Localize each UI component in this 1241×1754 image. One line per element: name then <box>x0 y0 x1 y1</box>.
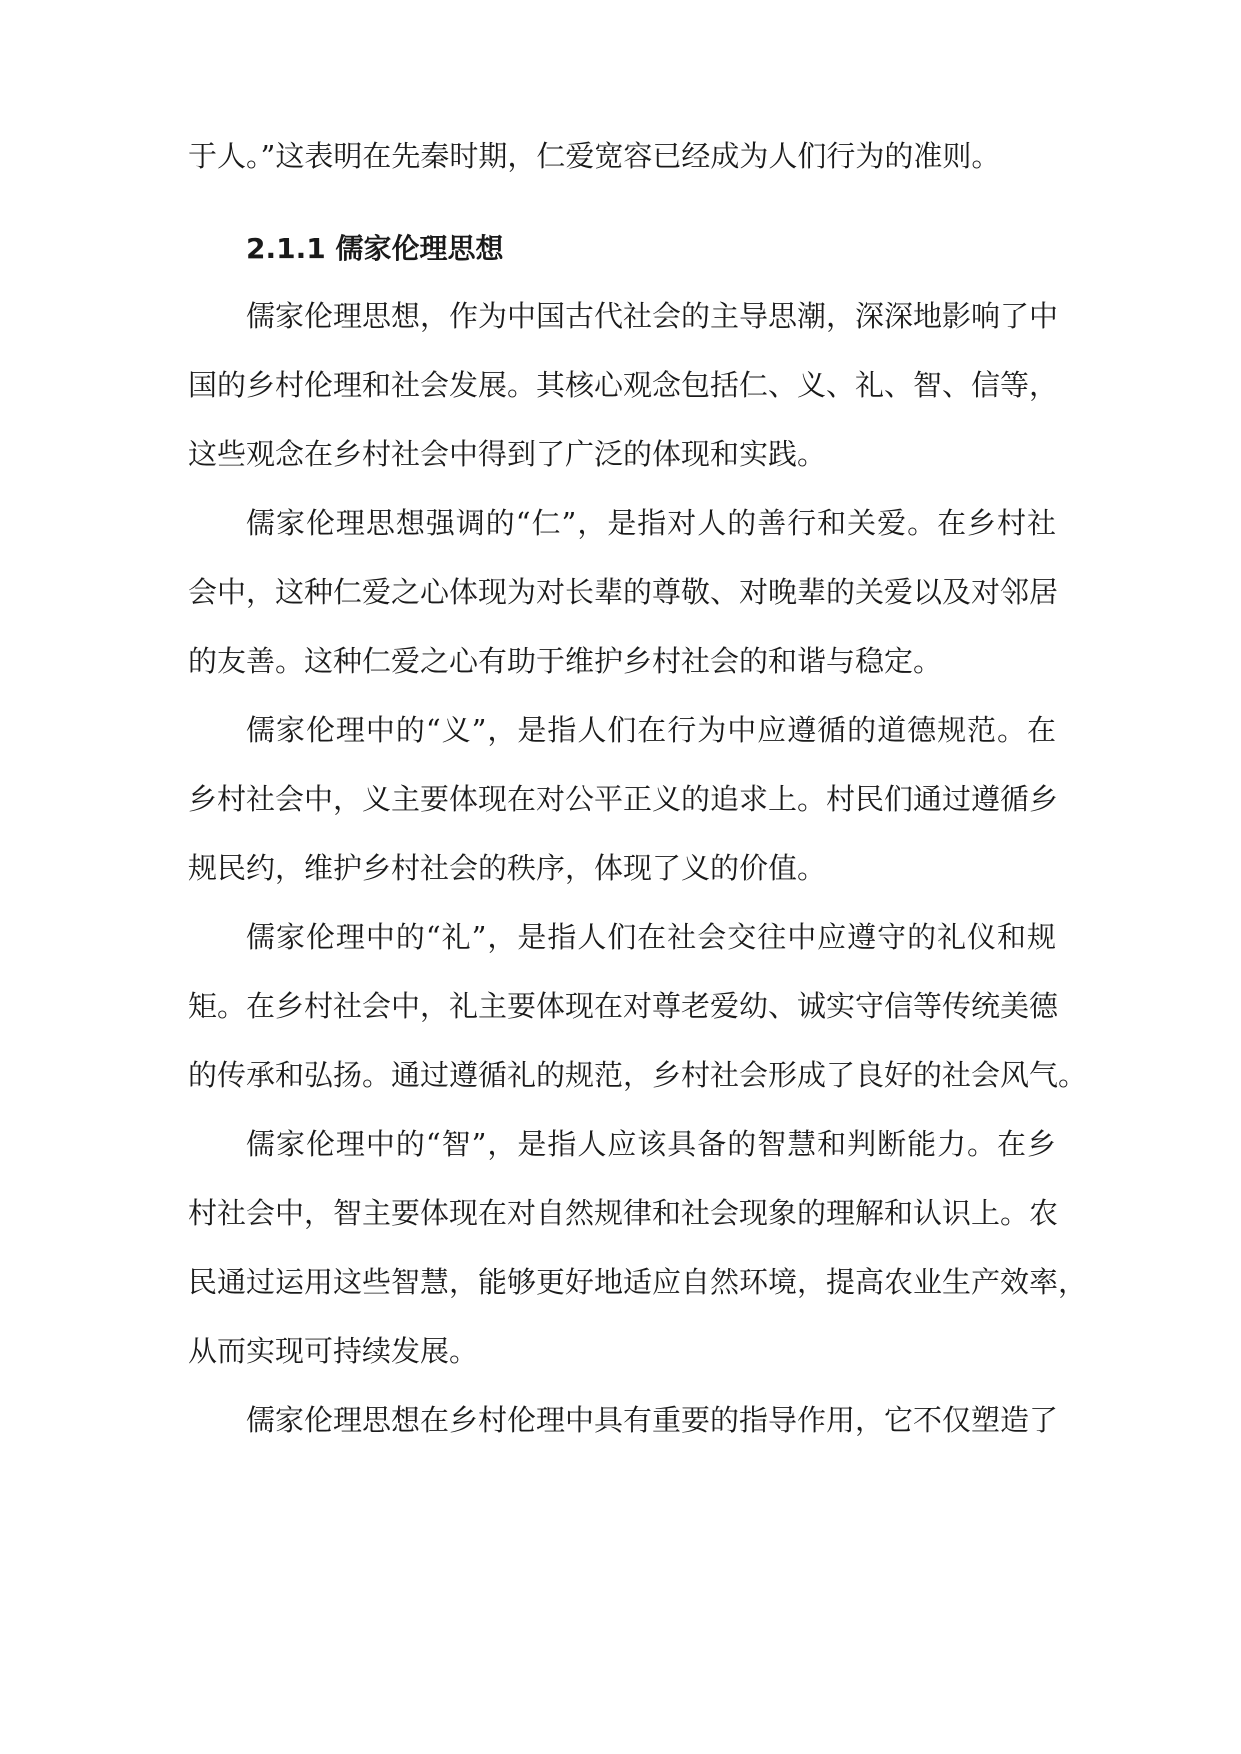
text-line: 儒家伦理中的“智”，是指人应该具备的智慧和判断能力。在乡 <box>246 1127 1056 1161</box>
text-line: 这些观念在乡村社会中得到了广泛的体现和实践。 <box>188 437 827 471</box>
text-line: 儒家伦理思想，作为中国古代社会的主导思潮，深深地影响了中 <box>246 299 1059 333</box>
text-line: 矩。在乡村社会中，礼主要体现在对尊老爱幼、诚实守信等传统美德 <box>188 989 1059 1023</box>
text-line: 村社会中，智主要体现在对自然规律和社会现象的理解和认识上。农 <box>188 1196 1059 1230</box>
section-heading: 2.1.1 儒家伦理思想 <box>246 232 504 265</box>
text-line: 民通过运用这些智慧，能够更好地适应自然环境，提高农业生产效率， <box>188 1265 1088 1299</box>
text-line: 乡村社会中，义主要体现在对公平正义的追求上。村民们通过遵循乡 <box>188 782 1059 816</box>
text-line: 国的乡村伦理和社会发展。其核心观念包括仁、义、礼、智、信等， <box>188 368 1059 402</box>
text-line: 于人。”这表明在先秦时期，仁爱宽容已经成为人们行为的准则。 <box>188 139 1001 173</box>
text-line: 的传承和弘扬。通过遵循礼的规范，乡村社会形成了良好的社会风气。 <box>188 1058 1088 1092</box>
text-line: 会中，这种仁爱之心体现为对长辈的尊敬、对晚辈的关爱以及对邻居 <box>188 575 1059 609</box>
text-line: 从而实现可持续发展。 <box>188 1334 479 1368</box>
text-line: 的友善。这种仁爱之心有助于维护乡村社会的和谐与稳定。 <box>188 644 943 678</box>
text-line: 儒家伦理思想强调的“仁”，是指对人的善行和关爱。在乡村社 <box>246 506 1056 540</box>
text-line: 规民约，维护乡村社会的秩序，体现了义的价值。 <box>188 851 827 885</box>
text-line: 儒家伦理中的“礼”，是指人们在社会交往中应遵守的礼仪和规 <box>246 920 1056 954</box>
text-line: 儒家伦理中的“义”，是指人们在行为中应遵循的道德规范。在 <box>246 713 1056 747</box>
text-line: 儒家伦理思想在乡村伦理中具有重要的指导作用，它不仅塑造了 <box>246 1403 1059 1437</box>
